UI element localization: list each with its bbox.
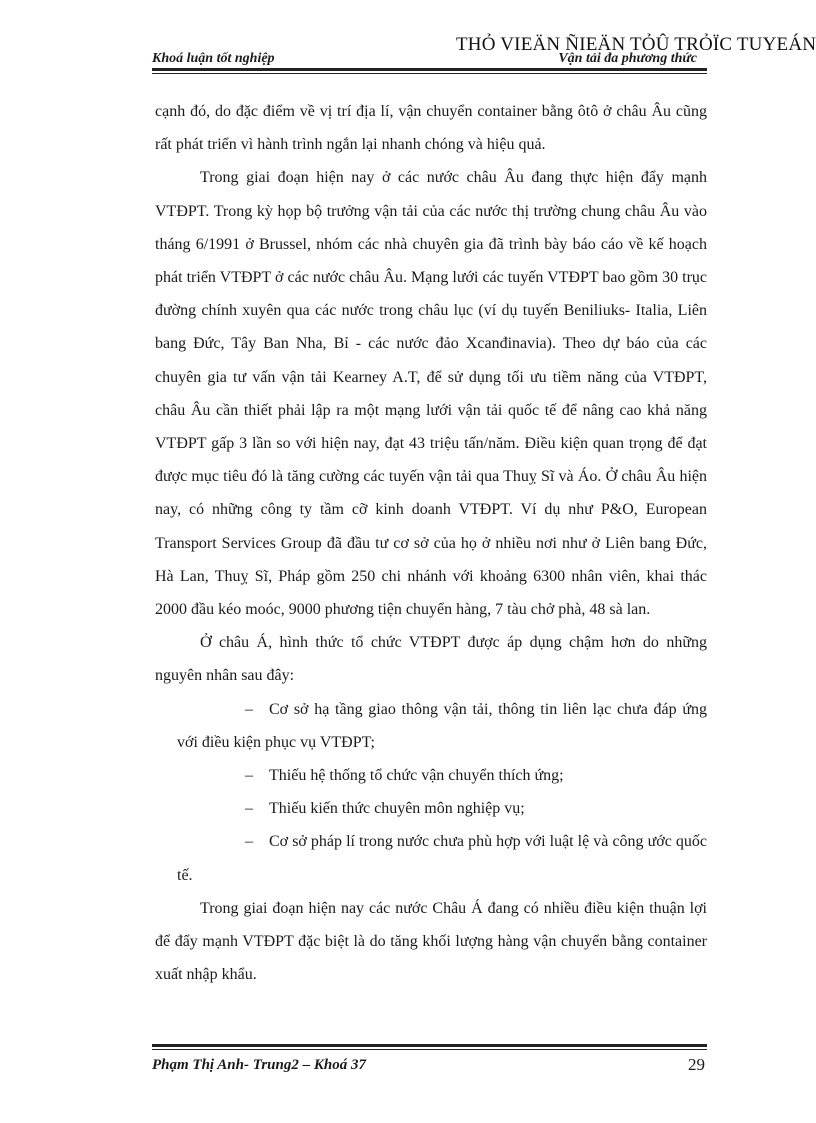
page-header bbox=[152, 48, 707, 72]
dash-marker: – bbox=[245, 700, 253, 718]
watermark-text: THỎ VIEÄN ÑIEÄN TỎÛ TRỎÏC TUYEÁN bbox=[456, 34, 816, 55]
bullet-item bbox=[155, 693, 707, 759]
page-body bbox=[155, 95, 707, 991]
paragraph-closing: Trong giai đoạn hiện nay các nước Châu Á đang có nhiều điều kiện thuận lợi để đẩy mạnh VTĐPT đặc biệt là do tăng khối lượng hàng vận chuyển bằng container xuất nhập khẩu. bbox=[155, 899, 707, 984]
dash-marker: – bbox=[245, 833, 253, 851]
bullet-item bbox=[155, 825, 707, 891]
bullet-text: Cơ sở hạ tầng giao thông vận tải, thông tin liên lạc chưa đáp ứng với điều kiện phục vụ VTĐPT; bbox=[177, 700, 707, 751]
bullet-text: Thiếu kiến thức chuyên môn nghiệp vụ; bbox=[269, 800, 525, 818]
bullet-text: Thiếu hệ thống tổ chức vận chuyển thích ứng; bbox=[269, 767, 564, 785]
footer-rule-thick bbox=[152, 1044, 707, 1047]
header-rule-thick bbox=[152, 68, 707, 71]
dash-marker: – bbox=[245, 767, 253, 785]
header-rule-thin bbox=[152, 73, 707, 74]
bullet-item bbox=[155, 792, 707, 825]
footer-rule-thin bbox=[152, 1049, 707, 1050]
paragraph-continuation: cạnh đó, do đặc điểm về vị trí địa lí, vận chuyển container bằng ôtô ở châu Âu cũng rất phát triển vì hành trình ngắn lại nhanh chóng và hiệu quả. bbox=[155, 103, 707, 154]
paragraph-europe: Trong giai đoạn hiện nay ở các nước châu Âu đang thực hiện đẩy mạnh VTĐPT. Trong kỳ họp bộ trưởng vận tải của các nước thị trường chung châu Âu vào tháng 6/1991 ở Brussel, nhóm các nhà chuyên gia đã trình bày báo cáo về kế hoạch phát triển VTĐPT ở các nước châu Âu. Mạng lưới các tuyến VTĐPT bao gồm 30 trục đường chính xuyên qua các nước trong châu lục (ví dụ tuyến Beniliuks- Italia, Liên bang Đức, Tây Ban Nha, Bỉ - các nước đảo Xcanđinavia). Theo dự báo của các chuyên gia tư vấn vận tải Kearney A.T, để sử dụng tối ưu tiềm năng của VTĐPT, châu Âu cần thiết phải lập ra một mạng lưới vận tải quốc tế để nâng cao khả năng VTĐPT gấp 3 lần so với hiện nay, đạt 43 triệu tấn/năm. Điều kiện quan trọng để đạt được mục tiêu đó là tăng cường các tuyến vận tải qua Thuỵ Sĩ và Áo. Ở châu Âu hiện nay, có những công ty tầm cỡ kinh doanh VTĐPT. Ví dụ như P&O, European Transport Services Group đã đầu tư cơ sở của họ ở nhiều nơi như ở Liên bang Đức, Hà Lan, Thuỵ Sĩ, Pháp gồm 250 chi nhánh với khoảng 6300 nhân viên, khai thác 2000 đầu kéo moóc, 9000 phương tiện chuyển hàng, 7 tàu chở phà, 48 sà lan. bbox=[155, 169, 707, 619]
header-title-right: Vận tải đa phương thức bbox=[558, 51, 697, 66]
paragraph-asia-intro: Ở châu Á, hình thức tổ chức VTĐPT được áp dụng chậm hơn do những nguyên nhân sau đây: bbox=[155, 634, 707, 685]
page-footer bbox=[152, 1044, 707, 1084]
header-title-left: Khoá luận tốt nghiệp bbox=[152, 51, 275, 66]
bullet-item bbox=[155, 759, 707, 792]
footer-author: Phạm Thị Anh- Trung2 – Khoá 37 bbox=[152, 1057, 366, 1073]
bullet-text: Cơ sở pháp lí trong nước chưa phù hợp với luật lệ và công ước quốc tế. bbox=[177, 833, 707, 884]
dash-marker: – bbox=[245, 800, 253, 818]
page-number: 29 bbox=[688, 1055, 705, 1074]
